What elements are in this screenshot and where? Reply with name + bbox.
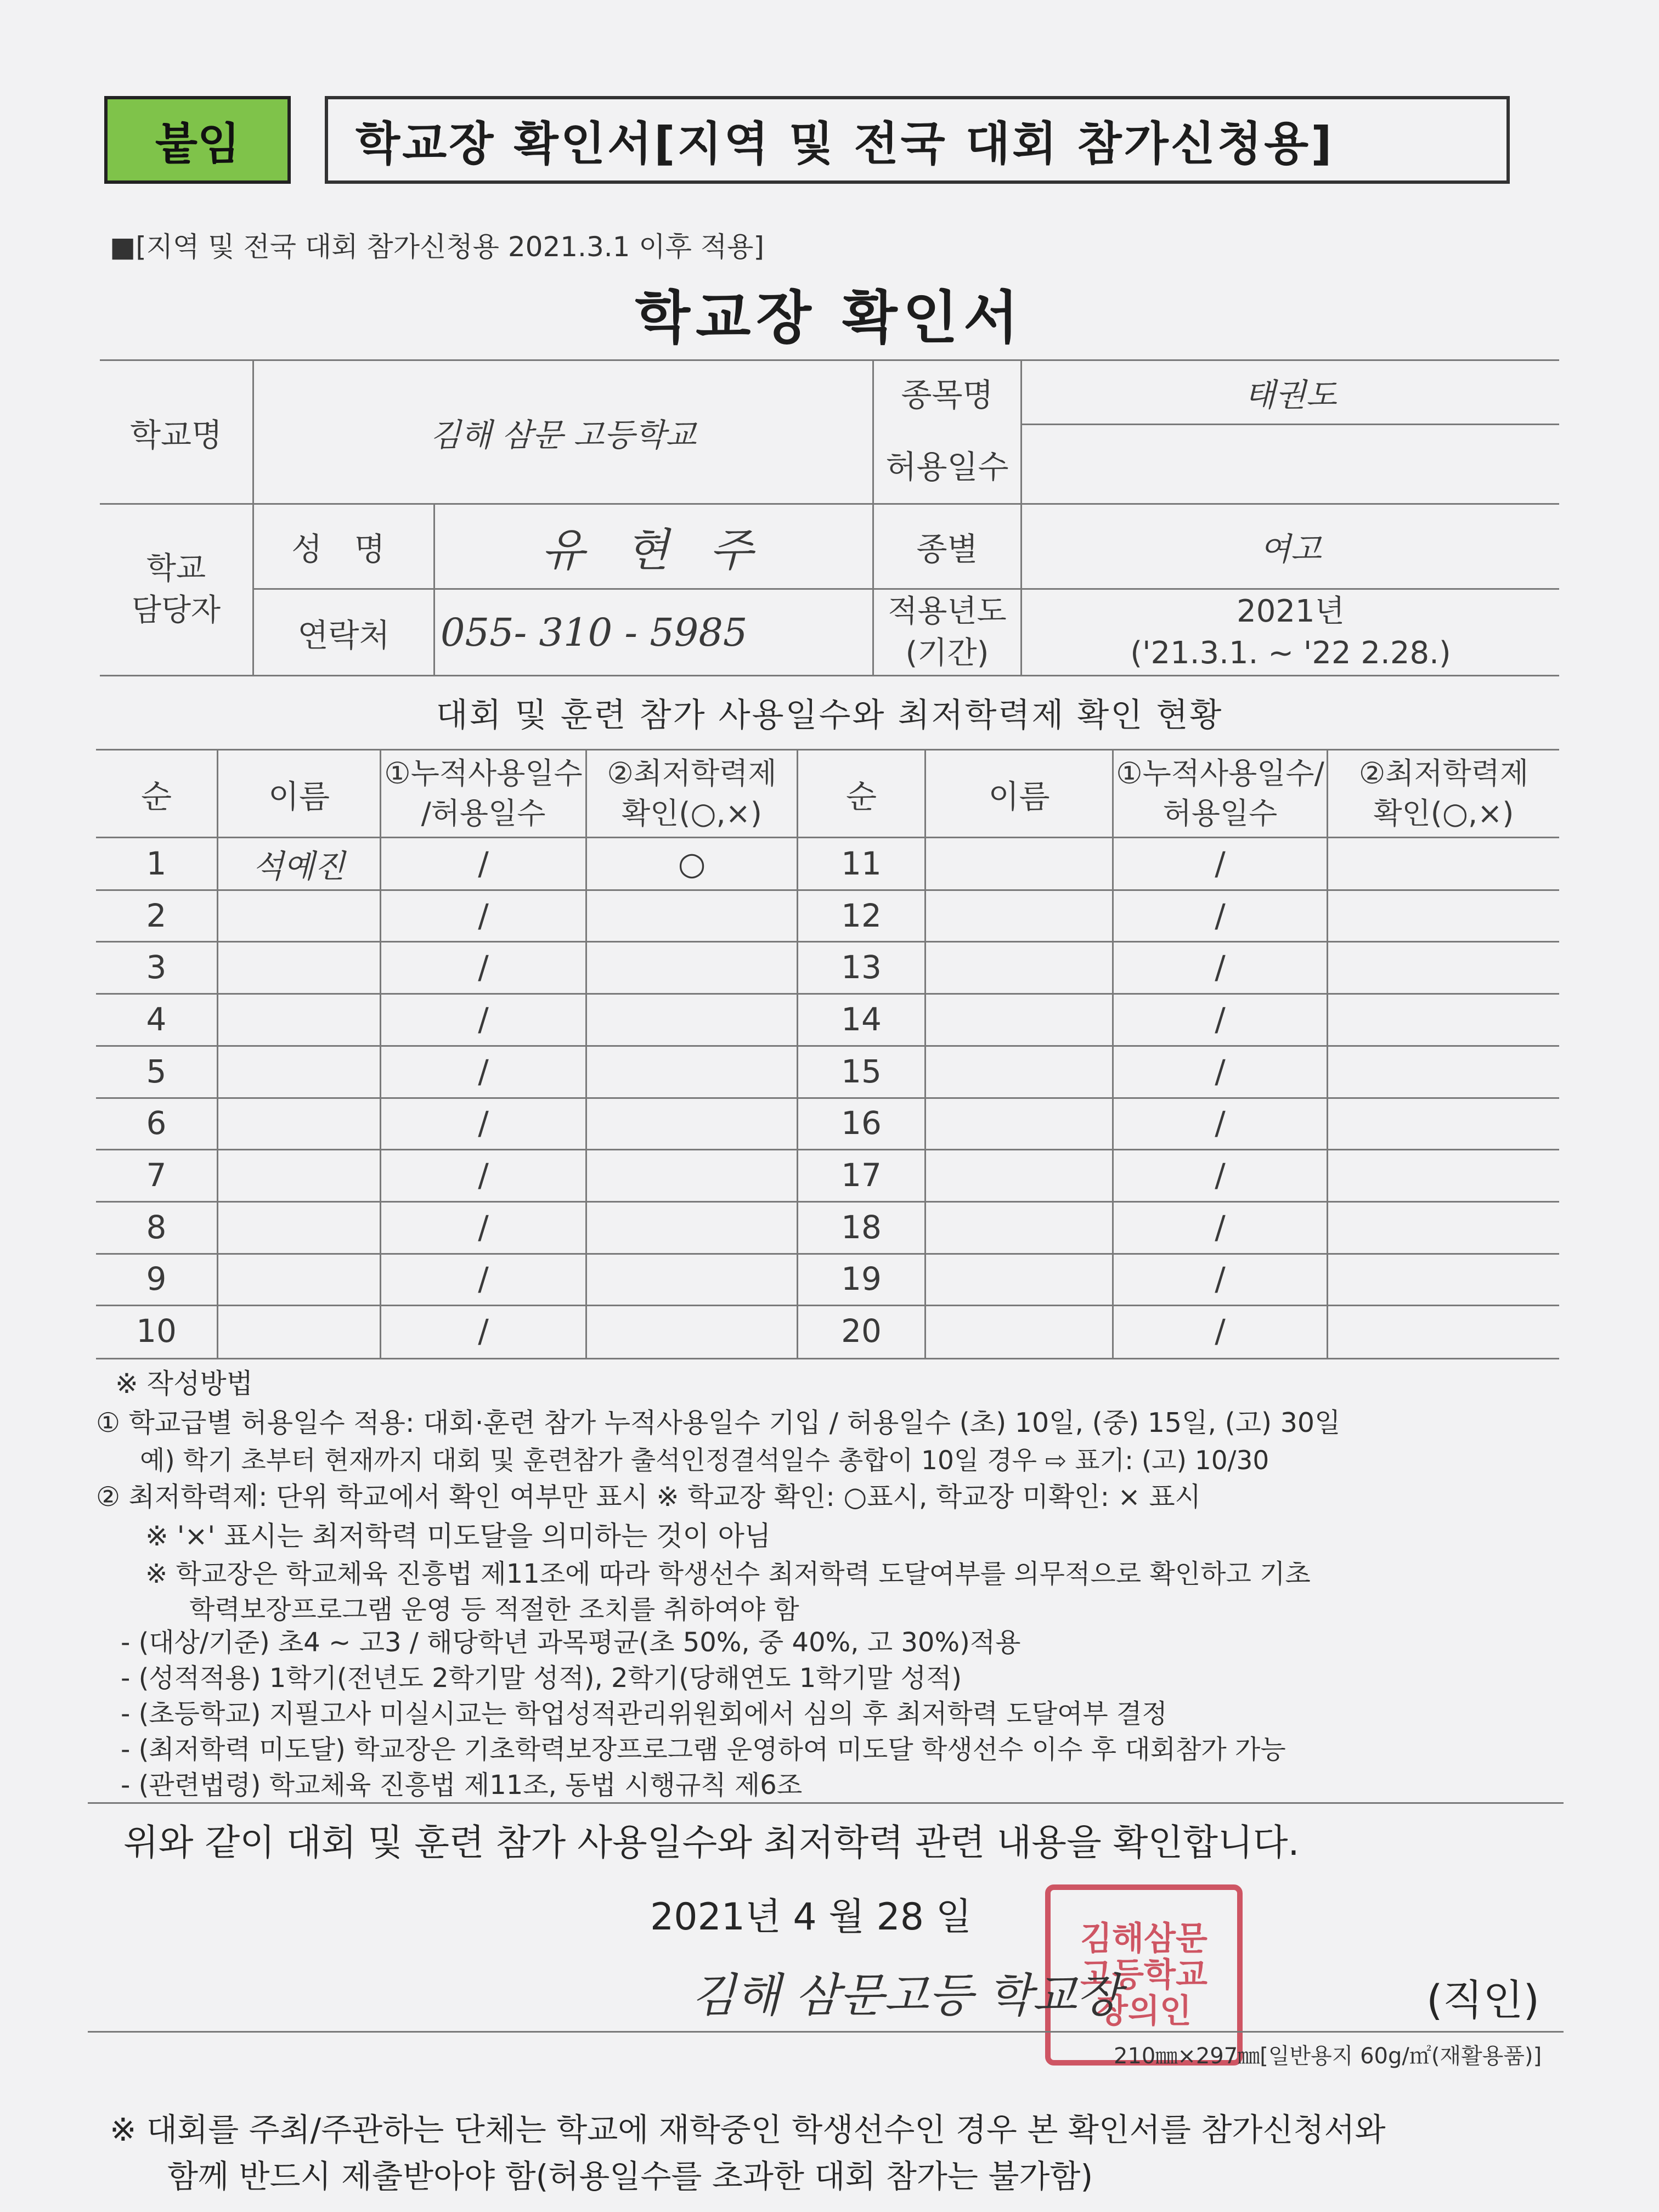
header-academic-right: ②최저학력제 확인(○,×) [1358, 755, 1529, 831]
row-right-check [1328, 890, 1559, 941]
school-name-label: 학교명 [129, 416, 223, 454]
note-1b: 예) 학기 초부터 현재까지 대회 및 훈련참가 출석인정결석일수 총합이 10일 경우 ⇨ 표기: (고) 10/30 [140, 1446, 1269, 1476]
row-left-days: / [478, 1052, 489, 1090]
row-left-no: 5 [146, 1052, 167, 1090]
header-no-left: 순 [140, 777, 172, 815]
row-right-check [1328, 942, 1559, 992]
row-right-days: / [1215, 1208, 1226, 1246]
sport-label: 종목명 [901, 376, 994, 414]
row-right-no: 18 [841, 1208, 882, 1246]
row-left-name [218, 890, 380, 941]
row-left-days: / [478, 949, 489, 986]
row-right-no: 13 [841, 949, 882, 986]
row-right-days: / [1215, 1104, 1226, 1142]
row-right-days: / [1215, 1260, 1226, 1298]
row-right-days: / [1215, 949, 1226, 986]
row-right-check [1328, 838, 1559, 889]
school-seal-stamp: 김해삼문 고등학교 장의인 [1045, 1884, 1243, 2066]
school-name-value: 김해 삼문 고등학교 [430, 416, 697, 454]
header-academic-left: ②최저학력제 확인(○,×) [607, 755, 777, 831]
row-right-check [1328, 994, 1559, 1045]
row-left-no: 6 [146, 1104, 167, 1142]
row-left-name [218, 1046, 380, 1097]
row-left-days: / [478, 1208, 489, 1246]
detail-5: - (관련법령) 학교체육 진흥법 제11조, 동법 시행규칙 제6조 [121, 1770, 803, 1801]
row-right-no: 11 [841, 844, 882, 882]
row-left-check [587, 942, 797, 992]
row-left-name: 석예진 [252, 847, 346, 885]
row-right-days: / [1215, 844, 1226, 882]
row-right-check [1328, 1046, 1559, 1097]
row-left-days: / [478, 1156, 489, 1194]
row-left-check: ○ [678, 844, 706, 882]
row-right-no: 12 [841, 896, 882, 934]
usage-section-title: 대회 및 훈련 참가 사용일수와 최저학력제 확인 현황 [436, 696, 1223, 735]
row-left-days: / [478, 1312, 489, 1350]
row-right-check [1328, 1306, 1559, 1356]
note-1a: ① 학교급별 허용일수 적용: 대회·훈련 참가 누적사용일수 기입 / 허용일수 (초) 10일, (중) 15일, (고) 30일 [96, 1407, 1341, 1438]
row-left-check [587, 890, 797, 941]
row-left-no: 1 [146, 844, 167, 882]
detail-1: - (대상/기준) 초4 ~ 고3 / 해당학년 과목평균(초 50%, 중 40%, 고 30%)적용 [121, 1627, 1021, 1658]
staff-label: 학교 담당자 [131, 551, 221, 628]
row-left-no: 3 [146, 949, 167, 986]
row-right-no: 16 [841, 1104, 882, 1142]
row-left-no: 2 [146, 896, 167, 934]
note-4a: ※ 학교장은 학교체육 진흥법 제11조에 따라 학생선수 최저학력 도달여부를 의무적으로 확인하고 기초 [145, 1559, 1311, 1589]
note-4b: 학력보장프로그램 운영 등 적절한 조치를 취하여야 함 [189, 1594, 799, 1625]
row-left-check [587, 994, 797, 1045]
header-no-right: 순 [845, 777, 877, 815]
row-right-check [1328, 1202, 1559, 1252]
header-name-right: 이름 [988, 777, 1050, 815]
row-right-no: 19 [841, 1260, 882, 1298]
row-right-name [926, 994, 1112, 1045]
row-left-no: 8 [146, 1208, 167, 1246]
row-left-check [587, 1046, 797, 1097]
row-right-check [1328, 1098, 1559, 1149]
header-days-left: ①누적사용일수 /허용일수 [384, 755, 583, 831]
row-left-name [218, 942, 380, 992]
row-left-check [587, 1202, 797, 1252]
row-left-no: 7 [146, 1156, 167, 1194]
attachment-badge: 붙임 [104, 96, 291, 184]
document-header-title: 학교장 확인서[지역 및 전국 대회 참가신청용] [325, 96, 1510, 184]
row-left-days: / [478, 1260, 489, 1298]
seal-label: (직인) [1426, 1976, 1540, 2024]
row-left-name [218, 1306, 380, 1356]
gender-label: 종별 [916, 531, 978, 568]
paper-spec: 210㎜×297㎜[일반용지 60g/㎡(재활용품)] [1114, 2044, 1542, 2069]
detail-3: - (초등학교) 지필고사 미실시교는 학업성적관리위원회에서 심의 후 최저학력 도달여부 결정 [121, 1699, 1167, 1729]
note-2: ② 최저학력제: 단위 학교에서 확인 여부만 표시 ※ 학교장 확인: ○표시, 학교장 미확인: × 표시 [96, 1481, 1201, 1513]
row-left-name [218, 1098, 380, 1149]
row-right-no: 15 [841, 1052, 882, 1090]
row-right-days: / [1215, 1156, 1226, 1194]
row-right-name [926, 1202, 1112, 1252]
row-right-check [1328, 1254, 1559, 1305]
staff-name-value: 유 현 주 [541, 524, 766, 577]
detail-4: - (최저학력 미도달) 학교장은 기초학력보장프로그램 운영하여 미도달 학생선수 이수 후 대회참가 가능 [121, 1734, 1286, 1765]
row-right-name [926, 1046, 1112, 1097]
row-left-days: / [478, 844, 489, 882]
row-right-days: / [1215, 1052, 1226, 1090]
footer-line-2: 함께 반드시 제출받아야 함(허용일수를 초과한 대회 참가는 불가함) [167, 2158, 1093, 2195]
row-right-name [926, 890, 1112, 941]
row-right-days: / [1215, 896, 1226, 934]
row-right-name [926, 1150, 1112, 1200]
applicability-note: ■[지역 및 전국 대회 참가신청용 2021.3.1 이후 적용] [110, 231, 764, 263]
row-right-name [926, 1098, 1112, 1149]
row-left-check [587, 1306, 797, 1356]
confirmation-statement: 위와 같이 대회 및 훈련 참가 사용일수와 최저학력 관련 내용을 확인합니다. [123, 1821, 1300, 1864]
row-right-name [926, 1306, 1112, 1356]
allowed-days-label: 허용일수 [885, 448, 1009, 486]
header-name-left: 이름 [268, 777, 330, 815]
row-right-name [926, 942, 1112, 992]
detail-2: - (성적적용) 1학기(전년도 2학기말 성적), 2학기(당해연도 1학기말 성적) [121, 1663, 962, 1694]
row-left-check [587, 1150, 797, 1200]
allowed-days-value [1022, 425, 1559, 503]
contact-label: 연락처 [297, 616, 390, 654]
row-left-no: 10 [136, 1312, 177, 1350]
row-left-name [218, 1254, 380, 1305]
row-right-days: / [1215, 1000, 1226, 1038]
row-right-check [1328, 1150, 1559, 1200]
header-days-right: ①누적사용일수/ 허용일수 [1116, 755, 1324, 831]
signer-name: 김해 삼문고등 학교장 [691, 1968, 1121, 2022]
row-left-no: 4 [146, 1000, 167, 1038]
row-right-no: 17 [841, 1156, 882, 1194]
row-left-check [587, 1254, 797, 1305]
notes-heading: ※ 작성방법 [115, 1368, 253, 1400]
row-left-days: / [478, 1000, 489, 1038]
staff-name-label: 성 명 [291, 531, 396, 568]
sport-value: 태권도 [1244, 376, 1337, 414]
form-title: 학교장 확인서 [635, 284, 1024, 351]
row-right-name [926, 838, 1112, 889]
confirmation-date: 2021년 4 월 28 일 [650, 1895, 972, 1939]
row-left-days: / [478, 896, 489, 934]
footer-line-1: ※ 대회를 주최/주관하는 단체는 학교에 재학중인 학생선수인 경우 본 확인서를 참가신청서와 [110, 2111, 1386, 2148]
row-right-no: 20 [841, 1312, 882, 1350]
year-value: 2021년 ('21.3.1. ~ '22 2.28.) [1130, 593, 1451, 671]
row-right-days: / [1215, 1312, 1226, 1350]
row-left-name [218, 994, 380, 1045]
year-label: 적용년도 (기간) [888, 593, 1007, 671]
gender-value: 여고 [1260, 531, 1322, 568]
row-right-name [926, 1254, 1112, 1305]
row-left-check [587, 1098, 797, 1149]
note-3: ※ '×' 표시는 최저학력 미도달을 의미하는 것이 아님 [145, 1520, 771, 1552]
row-left-days: / [478, 1104, 489, 1142]
row-left-name [218, 1202, 380, 1252]
row-right-no: 14 [841, 1000, 882, 1038]
row-left-name [218, 1150, 380, 1200]
contact-value: 055- 310 - 5985 [441, 610, 748, 655]
row-left-no: 9 [146, 1260, 167, 1298]
